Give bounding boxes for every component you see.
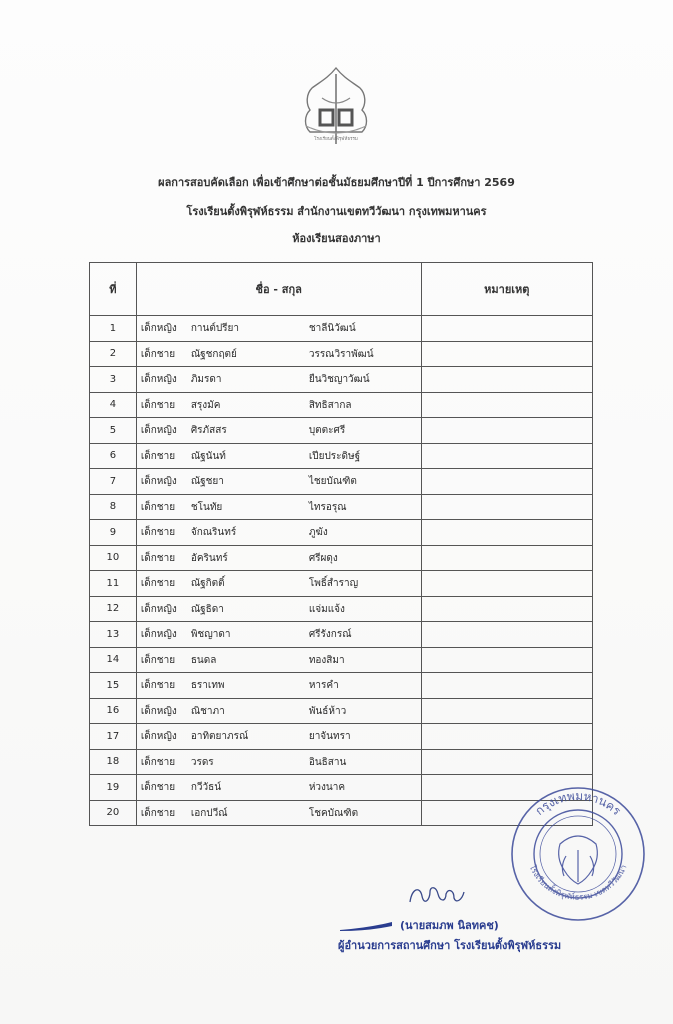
school-line: โรงเรียนตั้งพิรุฬห์ธรรม สำนักงานเขตทวีวัฒนา กรุงเทพมหานคร xyxy=(186,205,487,218)
table-row xyxy=(90,647,593,673)
pen-stroke xyxy=(338,920,394,932)
name-prefix: เด็กชาย xyxy=(140,756,176,768)
row-number: 17 xyxy=(90,724,137,750)
student-name-cell xyxy=(136,443,421,469)
first-name: เอกปวีณ์ xyxy=(190,807,228,819)
remark-cell xyxy=(421,341,592,367)
remark-cell xyxy=(421,698,592,724)
student-name-cell xyxy=(136,418,421,444)
last-name: ยาจันทรา xyxy=(308,731,351,743)
remark-cell xyxy=(421,571,592,597)
student-name-cell xyxy=(136,469,421,495)
row-number: 7 xyxy=(90,469,137,495)
student-name-cell xyxy=(136,494,421,520)
signer-position: ผู้อำนวยการสถานศึกษา โรงเรียนตั้งพิรุฬห์ธรรม xyxy=(338,939,562,952)
row-number: 10 xyxy=(90,545,137,571)
row-number: 1 xyxy=(90,316,137,342)
name-prefix: เด็กหญิง xyxy=(140,476,177,488)
column-header-remark: หมายเหตุ xyxy=(421,263,592,316)
document-title: ผลการสอบคัดเลือก เพื่อเข้าศึกษาต่อชั้นมัธยมศึกษาปีที่ 1 ปีการศึกษา 2569 xyxy=(158,176,515,189)
name-prefix: เด็กชาย xyxy=(140,782,176,794)
first-name: สรุงมัค xyxy=(190,399,221,411)
student-name-cell xyxy=(136,724,421,750)
row-number: 9 xyxy=(90,520,137,546)
official-stamp xyxy=(508,784,648,924)
first-name: ภิมรดา xyxy=(190,374,222,386)
remark-cell xyxy=(421,367,592,393)
row-number: 12 xyxy=(90,596,137,622)
table-row xyxy=(90,316,593,342)
first-name: พิชญาดา xyxy=(190,629,231,641)
last-name: ศรีรังกรณ์ xyxy=(308,629,352,641)
first-name: อาทิตยาภรณ์ xyxy=(190,731,249,743)
last-name: ศรีผดุง xyxy=(308,552,338,564)
row-number: 13 xyxy=(90,622,137,648)
first-name: กานต์ปรียา xyxy=(190,323,240,335)
last-name: สิทธิสากล xyxy=(308,399,352,411)
name-prefix: เด็กชาย xyxy=(140,578,176,590)
last-name: ไทรอรุณ xyxy=(308,501,347,513)
row-number: 2 xyxy=(90,341,137,367)
first-name: อัครินทร์ xyxy=(190,552,228,564)
student-name-cell xyxy=(136,520,421,546)
name-prefix: เด็กหญิง xyxy=(140,603,177,615)
name-prefix: เด็กชาย xyxy=(140,807,176,819)
student-name-cell xyxy=(136,647,421,673)
name-prefix: เด็กชาย xyxy=(140,501,176,513)
last-name: โพธิ์สำราญ xyxy=(308,578,359,590)
remark-cell xyxy=(421,494,592,520)
table-row xyxy=(90,443,593,469)
row-number: 16 xyxy=(90,698,137,724)
first-name: ณิชาภา xyxy=(190,705,225,717)
remark-cell xyxy=(421,749,592,775)
table-row xyxy=(90,341,593,367)
row-number: 14 xyxy=(90,647,137,673)
student-name-cell xyxy=(136,341,421,367)
student-name-cell xyxy=(136,800,421,826)
student-name-cell xyxy=(136,698,421,724)
student-name-cell xyxy=(136,622,421,648)
last-name: ห่วงนาค xyxy=(308,782,346,794)
first-name: ณัฐกิตติ์ xyxy=(190,578,225,590)
stamp-top-text: กรุงเทพมหานคร xyxy=(532,788,624,819)
student-name-cell xyxy=(136,749,421,775)
row-number: 6 xyxy=(90,443,137,469)
stamp-bottom-text: โรงเรียนตั้งพิรุฬห์ธรรม เขตทวีวัฒนา xyxy=(527,863,629,902)
table-row xyxy=(90,622,593,648)
student-name-cell xyxy=(136,392,421,418)
row-number: 4 xyxy=(90,392,137,418)
table-row xyxy=(90,596,593,622)
row-number: 15 xyxy=(90,673,137,699)
remark-cell xyxy=(421,392,592,418)
table-header-row xyxy=(90,263,593,316)
student-name-cell xyxy=(136,545,421,571)
last-name: อินธิสาน xyxy=(308,756,347,768)
last-name: บุตตะศรี xyxy=(308,425,346,437)
last-name: แจ่มแจ้ง xyxy=(308,603,345,615)
row-number: 20 xyxy=(90,800,137,826)
column-header-number: ที่ xyxy=(90,263,137,316)
row-number: 8 xyxy=(90,494,137,520)
first-name: ณัฐชกฤตย์ xyxy=(190,348,237,360)
first-name: กวีวัธน์ xyxy=(190,782,222,794)
table-row xyxy=(90,571,593,597)
remark-cell xyxy=(421,673,592,699)
table-row xyxy=(90,749,593,775)
name-prefix: เด็กหญิง xyxy=(140,425,177,437)
school-emblem-icon xyxy=(298,64,374,152)
name-prefix: เด็กชาย xyxy=(140,399,176,411)
signer-name: (นายสมภพ นิลทคช) xyxy=(400,919,499,932)
handwritten-signature xyxy=(400,880,480,910)
row-number: 19 xyxy=(90,775,137,801)
name-prefix: เด็กหญิง xyxy=(140,374,177,386)
remark-cell xyxy=(421,316,592,342)
table-row xyxy=(90,392,593,418)
name-prefix: เด็กหญิง xyxy=(140,731,177,743)
table-row xyxy=(90,673,593,699)
student-name-cell xyxy=(136,571,421,597)
row-number: 5 xyxy=(90,418,137,444)
first-name: วรดร xyxy=(190,756,214,768)
student-name-cell xyxy=(136,316,421,342)
last-name: ทองสิมา xyxy=(308,654,345,666)
name-prefix: เด็กชาย xyxy=(140,348,176,360)
last-name: โชคบัณฑิต xyxy=(308,807,359,819)
table-row xyxy=(90,494,593,520)
last-name: หารคำ xyxy=(308,680,339,692)
first-name: ณัฐธิดา xyxy=(190,603,224,615)
student-name-cell xyxy=(136,367,421,393)
last-name: พันธ์ห้าว xyxy=(308,705,347,717)
remark-cell xyxy=(421,545,592,571)
remark-cell xyxy=(421,622,592,648)
first-name: ณัฐชยา xyxy=(190,476,224,488)
table-row xyxy=(90,418,593,444)
row-number: 18 xyxy=(90,749,137,775)
remark-cell xyxy=(421,469,592,495)
table-row xyxy=(90,545,593,571)
first-name: ธนดล xyxy=(190,654,217,666)
student-name-cell xyxy=(136,596,421,622)
table-row xyxy=(90,698,593,724)
name-prefix: เด็กหญิง xyxy=(140,629,177,641)
name-prefix: เด็กหญิง xyxy=(140,323,177,335)
last-name: ไชยบัณฑิต xyxy=(308,476,357,488)
class-line: ห้องเรียนสองภาษา xyxy=(292,232,381,245)
name-prefix: เด็กชาย xyxy=(140,527,176,539)
first-name: ธราเทพ xyxy=(190,680,225,692)
first-name: ชโนทัย xyxy=(190,501,223,513)
last-name: วรรณวิราพัฒน์ xyxy=(308,348,374,360)
remark-cell xyxy=(421,647,592,673)
first-name: ศิรภัสสร xyxy=(190,425,227,437)
row-number: 11 xyxy=(90,571,137,597)
name-prefix: เด็กชาย xyxy=(140,450,176,462)
row-number: 3 xyxy=(90,367,137,393)
student-name-cell xyxy=(136,775,421,801)
logo-caption: โรงเรียนตั้งพิรุฬห์ธรรม xyxy=(314,137,358,142)
first-name: จักณรินทร์ xyxy=(190,527,237,539)
name-prefix: เด็กชาย xyxy=(140,654,176,666)
last-name: ชาลีนิวัฒน์ xyxy=(308,323,356,335)
table-row xyxy=(90,724,593,750)
remark-cell xyxy=(421,443,592,469)
remark-cell xyxy=(421,724,592,750)
column-header-name: ชื่อ - สกุล xyxy=(136,263,421,316)
table-row xyxy=(90,367,593,393)
remark-cell xyxy=(421,520,592,546)
name-prefix: เด็กชาย xyxy=(140,552,176,564)
elephant-emblem-icon xyxy=(559,836,598,884)
remark-cell xyxy=(421,418,592,444)
remark-cell xyxy=(421,596,592,622)
last-name: ภูฆัง xyxy=(308,527,328,539)
last-name: ยืนวิชญาวัฒน์ xyxy=(308,374,370,386)
table-row xyxy=(90,469,593,495)
last-name: เปียประดิษฐ์ xyxy=(308,450,361,462)
first-name: ณัฐนันท์ xyxy=(190,450,226,462)
name-prefix: เด็กชาย xyxy=(140,680,176,692)
student-name-cell xyxy=(136,673,421,699)
results-table xyxy=(89,262,593,826)
name-prefix: เด็กหญิง xyxy=(140,705,177,717)
table-body xyxy=(90,316,593,826)
table-row xyxy=(90,520,593,546)
